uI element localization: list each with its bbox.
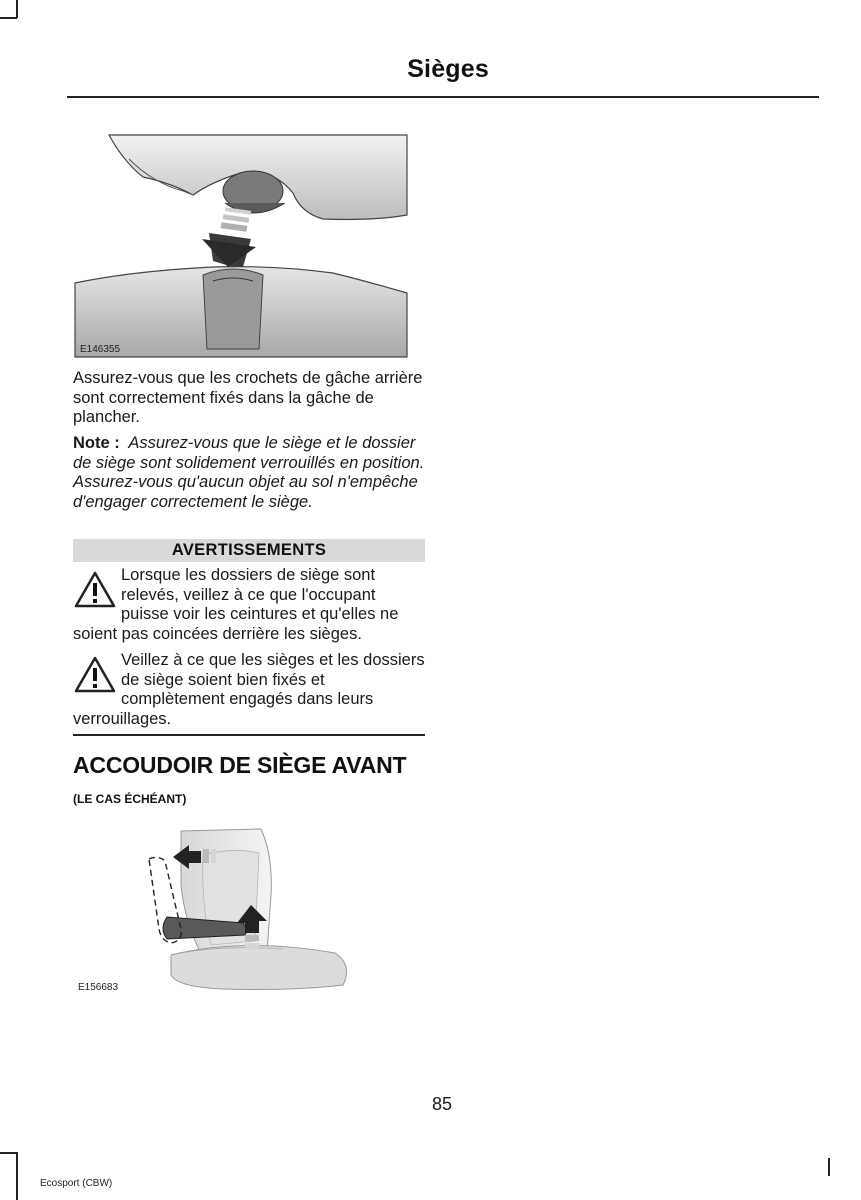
arrow-down-icon [202, 207, 256, 267]
armrest-illustration [73, 825, 353, 995]
seat-hook-illustration [73, 133, 411, 359]
figure-code: E156683 [78, 982, 119, 993]
warning-item [73, 651, 425, 729]
crop-mark-top-left [16, 0, 18, 18]
warning-triangle-icon [73, 655, 117, 695]
crop-mark-bottom-left [16, 1152, 18, 1200]
note-label: Note : [73, 434, 120, 452]
section-title: ACCOUDOIR DE SIÈGE AVANT [73, 752, 407, 778]
warning-text: Veillez à ce que les sièges et les dossiers de siège soient bien fixés et complètement engagés dans leurs verrouillages. [73, 651, 425, 728]
warning-triangle-icon [73, 570, 117, 610]
warnings-divider [73, 734, 425, 736]
warnings-heading: AVERTISSEMENTS [73, 539, 425, 562]
crop-mark-bottom-left-horizontal [0, 1152, 17, 1154]
crop-mark-bottom-right [828, 1158, 830, 1176]
instruction-paragraph: Assurez-vous que les crochets de gâche arrière sont correctement fixés dans la gâche de plancher. [73, 369, 423, 426]
note-text: Assurez-vous que le siège et le dossier de siège sont solidement verrouillés en position. Assurez-vous qu'aucun objet au sol n'empêche d'engager correctement le siège. [73, 434, 425, 511]
section-subtitle: (LE CAS ÉCHÉANT) [73, 792, 187, 806]
figure-seat-hook-illustration [73, 133, 411, 359]
footer-model: Ecosport (CBW) [40, 1178, 113, 1189]
page-header-title: Sièges [407, 55, 489, 83]
page-number: 85 [432, 1094, 453, 1114]
figure-armrest-illustration [73, 825, 353, 995]
figure-code: E146355 [80, 344, 121, 355]
crop-mark-top-left-horizontal [0, 17, 17, 19]
note-paragraph [73, 434, 425, 512]
header-divider [67, 96, 819, 98]
warning-text: Lorsque les dossiers de siège sont relevés, veillez à ce que l'occupant puisse voir les ceintures et qu'elles ne soient pas coincées derrière les sièges. [73, 566, 399, 643]
warning-item [73, 566, 425, 644]
